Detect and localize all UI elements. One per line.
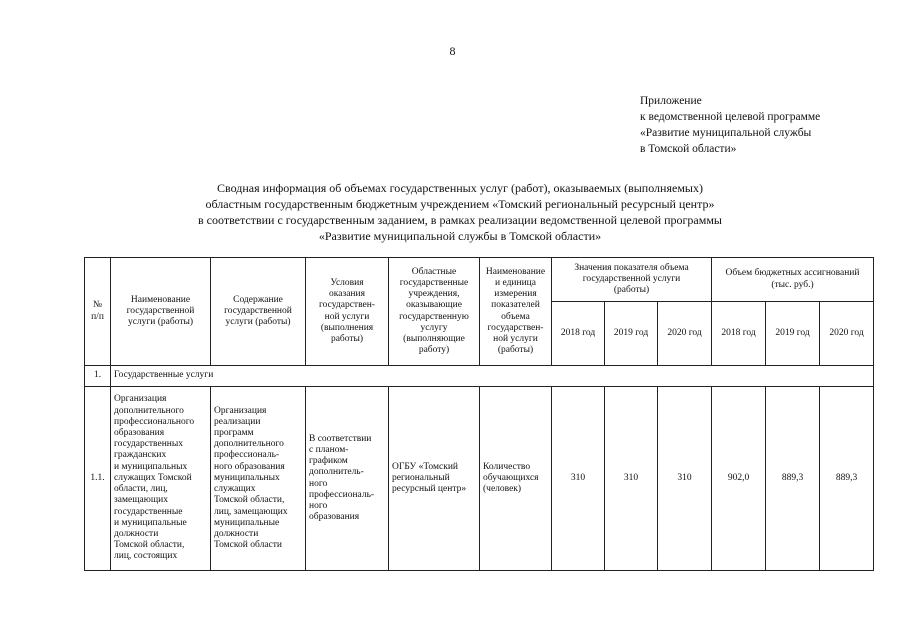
row-volume-2019: 310 (605, 387, 658, 571)
document-title (60, 180, 860, 244)
row-service-name: Организация дополнительного профессионального образования государственных гражданских и муниципальных служащих Томской области, лиц, замещающих государственные и муниципальные должности Томской области, лиц, состоящих (111, 387, 211, 571)
header-year: 2018 год (552, 302, 605, 366)
title-line-3: в соответствии с государственным заданием, в рамках реализации ведомственной целевой программы (197, 213, 722, 227)
table-row (85, 387, 874, 571)
header-conditions: Условия оказания государствен- ной услуги (выполнения работы) (306, 258, 389, 366)
header-year: 2019 год (766, 302, 820, 366)
header-year: 2020 год (820, 302, 874, 366)
row-institution: ОГБУ «Томский региональный ресурсный центр» (389, 387, 480, 571)
table-section-row (85, 366, 874, 387)
title-line-4: «Развитие муниципальной службы в Томской области» (318, 229, 602, 243)
header-volume-group: Значения показателя объема государственной услуги (работы) (552, 258, 712, 302)
row-num: 1.1. (85, 387, 111, 571)
header-service-content: Содержание государственной услуги (работы) (211, 258, 306, 366)
header-num: № п/п (85, 258, 111, 366)
header-institutions: Областные государственные учреждения, оказывающие государственную услугу (выполняющие работу) (389, 258, 480, 366)
appendix-note (640, 93, 870, 157)
header-year: 2019 год (605, 302, 658, 366)
appendix-line-1: Приложение (640, 95, 702, 107)
appendix-line-2: к ведомственной целевой программе (640, 111, 821, 123)
row-budget-2020: 889,3 (820, 387, 874, 571)
row-volume-2020: 310 (658, 387, 712, 571)
section-num: 1. (85, 366, 111, 387)
header-budget-group: Объем бюджетных ассигнований (тыс. руб.) (712, 258, 874, 302)
page-number: 8 (449, 44, 456, 58)
header-indicator-name: Наименование и единица измерения показателей объема государствен- ной услуги (работы) (480, 258, 552, 366)
title-line-1: Сводная информация об объемах государственных услуг (работ), оказываемых (выполняемых) (217, 181, 703, 195)
row-service-content: Организация реализации программ дополнительного профессиональ- ного образования муниципальных служащих Томской области, лиц, замещающих муниципальные должности Томской области (211, 387, 306, 571)
services-table (84, 257, 874, 571)
header-service-name: Наименование государственной услуги (работы) (111, 258, 211, 366)
row-budget-2019: 889,3 (766, 387, 820, 571)
row-indicator: Количество обучающихся (человек) (480, 387, 552, 571)
header-year: 2020 год (658, 302, 712, 366)
header-year: 2018 год (712, 302, 766, 366)
appendix-line-3: «Развитие муниципальной службы (640, 127, 812, 139)
row-conditions: В соответствии с планом- графиком дополнитель- ного профессиональ- ного образования (306, 387, 389, 571)
row-volume-2018: 310 (552, 387, 605, 571)
section-label: Государственные услуги (111, 366, 874, 387)
title-line-2: областным государственным бюджетным учреждением «Томский региональный ресурсный центр» (205, 197, 715, 211)
row-budget-2018: 902,0 (712, 387, 766, 571)
table-header-row (85, 258, 874, 302)
appendix-line-4: в Томской области» (640, 143, 737, 155)
